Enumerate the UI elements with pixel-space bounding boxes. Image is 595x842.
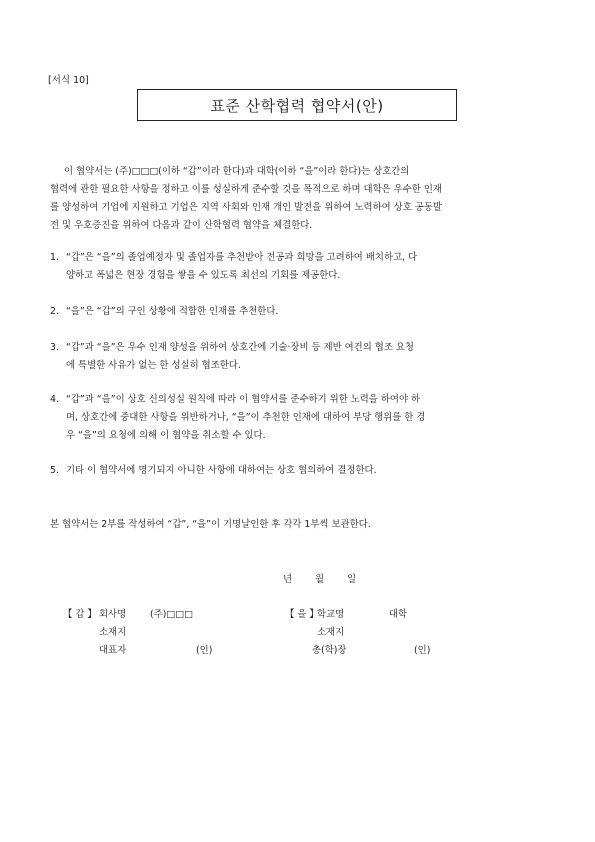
clause-5 (50, 462, 547, 480)
clause-number: 5. (50, 465, 59, 476)
document-title-box (137, 89, 457, 121)
party-b-label: 【 을 】 (285, 609, 319, 620)
clause-line: 우 “을”의 요청에 의해 이 협약을 취소할 수 있다. (66, 430, 266, 441)
clause-line: 에 특별한 사유가 없는 한 성실히 협조한다. (66, 360, 241, 371)
party-a-company-value: (주)□□□ (150, 609, 193, 620)
party-b-school-value: 대학 (389, 609, 408, 620)
clause-number: 4. (50, 394, 59, 405)
party-a-seal: (인) (196, 645, 213, 656)
party-a-rep-label: 대표자 (99, 645, 127, 656)
party-a-address-label: 소재지 (99, 627, 127, 638)
clause-number: 3. (50, 342, 59, 353)
party-b-seal: (인) (414, 645, 431, 656)
party-b-school-label: 학교명 (317, 609, 345, 620)
document-title: 표준 산학협력 협약서(안) (210, 96, 384, 115)
clause-line: 양하고 폭넓은 현장 경험을 쌓을 수 있도록 최선의 기회를 제공한다. (66, 270, 341, 281)
intro-line: 이 협약서는 (주)□□□(이하 “갑”이라 한다)과 대학(이하 “을”이라 한다)는 상호간의 (64, 166, 410, 177)
clause-line: 기타 이 협약서에 명기되지 아니한 사항에 대하여는 상호 협의하여 결정한다. (66, 465, 377, 476)
clause-number: 2. (50, 306, 59, 317)
clause-1 (50, 249, 547, 285)
party-b-rep-label: 총(학)장 (312, 645, 347, 656)
clause-line: “갑”과 “을”이 상호 신의성실 원칙에 따라 이 협약서를 준수하기 위한 노력을 하여야 하 (66, 394, 421, 405)
date-year: 년 (283, 574, 293, 585)
clause-3 (50, 339, 547, 375)
intro-line: 협력에 관한 필요한 사항을 정하고 이를 성실하게 준수할 것을 목적으로 하며 대학은 우수한 인재 (50, 184, 442, 195)
party-a-company-label: 회사명 (99, 609, 127, 620)
party-b-address-label: 소재지 (317, 627, 345, 638)
clause-number: 1. (50, 252, 59, 263)
clause-line: 며, 상호간에 중대한 사항을 위반하거나, “을”이 추천한 인재에 대하여 부당 행위를 한 경 (66, 412, 426, 423)
clause-2 (50, 303, 547, 321)
date-day: 일 (347, 574, 357, 585)
closing-statement: 본 협약서는 2부를 작성하여 “갑”, “을”이 기명날인한 후 각각 1부씩 보관한다. (50, 519, 371, 530)
clause-line: “을”은 “갑”의 구인 상황에 적합한 인재를 추천한다. (66, 306, 279, 317)
clause-line: “갑”과 “을”은 우수 인재 양성을 위하여 상호간에 기술·장비 등 제반 여건의 협조 요청 (66, 342, 414, 353)
form-number: [서식 10] (48, 75, 89, 86)
date-month: 월 (315, 574, 325, 585)
intro-paragraph (50, 163, 547, 235)
clause-line: “갑”은 “을”의 졸업예정자 및 졸업자를 추천받아 전공과 희망을 고려하여 배치하고, 다 (66, 252, 418, 263)
clause-4 (50, 391, 547, 445)
intro-line: 전 및 우호증진을 위하여 다음과 같이 산학협력 협약을 체결한다. (50, 220, 313, 231)
party-a-label: 【 갑 】 (63, 609, 97, 620)
intro-line: 를 양성하여 기업에 지원하고 기업은 지역 사회와 인재 개인 발전을 위하여 노력하여 상호 공동발 (50, 202, 442, 213)
